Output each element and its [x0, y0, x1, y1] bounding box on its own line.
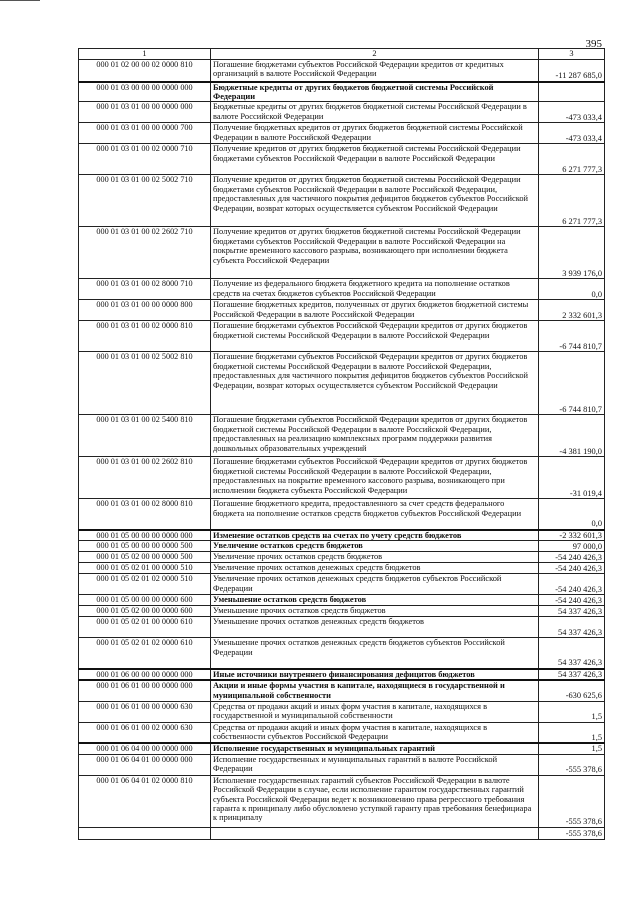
row-amount-cell: -31 019,4 [539, 457, 605, 499]
row-amount-cell: 0,0 [539, 279, 605, 300]
row-name-cell: Средства от продажи акций и иных форм участия в капитале, находящихся в собственности субъектов Российской Федерации [211, 722, 539, 743]
row-code-cell: 000 01 05 00 00 00 0000 000 [79, 530, 211, 541]
table-row [79, 563, 605, 574]
row-amount-cell: 97 000,0 [539, 541, 605, 552]
table-row [79, 680, 605, 701]
row-code-cell: 000 01 06 01 00 00 0000 630 [79, 701, 211, 722]
row-amount-cell: -555 378,6 [539, 775, 605, 827]
row-amount-cell: -473 033,4 [539, 123, 605, 144]
row-name-cell: Получение кредитов от других бюджетов бюджетной системы Российской Федерации бюджетами субъектов Российской Федерации в валюте Российской Федерации, предоставленных для частичного покрытия дефицитов бюджетов субъектов Российской Федерации, возврат которых осуществляется субъектом Российской Федерации [211, 175, 539, 227]
table-row [79, 722, 605, 743]
row-code-cell: 000 01 05 02 00 00 0000 500 [79, 552, 211, 563]
scan-corner-line [0, 0, 40, 1]
table-row [79, 606, 605, 617]
row-code-cell: 000 01 06 04 01 00 0000 000 [79, 754, 211, 775]
row-name-cell: Бюджетные кредиты от других бюджетов бюджетной системы Российской Федерации в валюте Российской Федерации [211, 102, 539, 123]
row-name-cell: Изменение остатков средств на счетах по учету средств бюджетов [211, 530, 539, 541]
row-code-cell: 000 01 05 02 01 02 0000 510 [79, 574, 211, 595]
row-name-cell: Погашение бюджетного кредита, предоставленного за счет средств федерального бюджета на пополнение остатков средств бюджетов субъектов Российской Федерации [211, 499, 539, 530]
row-code-cell: 000 01 05 02 01 00 0000 610 [79, 617, 211, 638]
row-amount-cell: 1,5 [539, 701, 605, 722]
row-code-cell: 000 01 05 00 00 00 0000 600 [79, 595, 211, 606]
table-row [79, 701, 605, 722]
row-amount-cell: 54 337 426,3 [539, 669, 605, 680]
table-row [79, 300, 605, 321]
row-code-cell: 000 01 06 04 00 00 0000 000 [79, 743, 211, 754]
table-row [79, 321, 605, 352]
row-amount-cell: -4 381 190,0 [539, 415, 605, 457]
table-row [79, 617, 605, 638]
row-name-cell: Исполнение государственных гарантий субъектов Российской Федерации в валюте Российской Федерации в случае, если исполнение гарантом государственных гарантий субъекта Российской Федерации ведет к возникновению права регрессного требования гаранта к принципалу либо обусловлено уступкой гаранту прав требования бенефициара к принципалу [211, 775, 539, 827]
row-amount-cell: 1,5 [539, 743, 605, 754]
row-amount-cell: -54 240 426,3 [539, 552, 605, 563]
row-amount-cell: -54 240 426,3 [539, 574, 605, 595]
row-amount-cell: -630 625,6 [539, 680, 605, 701]
row-code-cell: 000 01 03 01 00 02 5002 710 [79, 175, 211, 227]
row-amount-cell: -6 744 810,7 [539, 321, 605, 352]
table-row [79, 595, 605, 606]
row-code-cell: 000 01 03 01 00 02 2602 810 [79, 457, 211, 499]
table-row [79, 227, 605, 279]
row-code-cell: 000 01 03 01 00 02 0000 810 [79, 321, 211, 352]
table-row [79, 530, 605, 541]
row-name-cell: Погашение бюджетами субъектов Российской Федерации кредитов от других бюджетов бюджетной системы Российской Федерации в валюте Российской Федерации, предоставленных на покрытие временного кассового разрыва, возникающего при исполнении бюджета субъекта Российской Федерации [211, 457, 539, 499]
row-code-cell: 000 01 03 01 00 02 5400 810 [79, 415, 211, 457]
row-code-cell: 000 01 03 01 00 02 5002 810 [79, 352, 211, 415]
row-name-cell: Увеличение прочих остатков денежных средств бюджетов [211, 563, 539, 574]
row-amount-cell: -54 240 426,3 [539, 563, 605, 574]
row-amount-cell: 0,0 [539, 499, 605, 530]
row-name-cell: Погашение бюджетных кредитов, полученных от других бюджетов бюджетной системы Российской Федерации в валюте Российской Федерации [211, 300, 539, 321]
row-name-cell: Увеличение прочих остатков денежных средств бюджетов субъектов Российской Федерации [211, 574, 539, 595]
row-name-cell: Получение кредитов от других бюджетов бюджетной системы Российской Федерации бюджетами субъектов Российской Федерации в валюте Российской Федерации на покрытие временного кассового разрыва, возникающего при исполнении бюджета субъекта Российской Федерации [211, 227, 539, 279]
row-code-cell: 000 01 03 01 00 00 0000 800 [79, 300, 211, 321]
row-amount-cell: 54 337 426,3 [539, 638, 605, 669]
row-amount-cell: 54 337 426,3 [539, 606, 605, 617]
table-row [79, 352, 605, 415]
table-row [79, 552, 605, 563]
row-name-cell: Уменьшение прочих остатков денежных средств бюджетов [211, 617, 539, 638]
budget-sources-table [78, 48, 605, 840]
row-code-cell: 000 01 06 04 01 02 0000 810 [79, 775, 211, 827]
row-name-cell: Уменьшение прочих остатков денежных средств бюджетов субъектов Российской Федерации [211, 638, 539, 669]
row-amount-cell: -473 033,4 [539, 102, 605, 123]
table-row [79, 60, 605, 82]
row-code-cell: 000 01 06 01 00 00 0000 000 [79, 680, 211, 701]
row-amount-cell [539, 82, 605, 102]
row-code-cell: 000 01 06 00 00 00 0000 000 [79, 669, 211, 680]
row-name-cell: Уменьшение прочих остатков средств бюджетов [211, 606, 539, 617]
row-amount-cell: -555 378,6 [539, 827, 605, 839]
row-amount-cell: 1,5 [539, 722, 605, 743]
row-amount-cell: -6 744 810,7 [539, 352, 605, 415]
row-code-cell: 000 01 03 01 00 00 0000 700 [79, 123, 211, 144]
column-header-name: 2 [211, 49, 539, 60]
row-name-cell: Исполнение государственных и муниципальных гарантий в валюте Российской Федерации [211, 754, 539, 775]
page-number: 395 [585, 38, 602, 50]
row-name-cell: Погашение бюджетами субъектов Российской Федерации кредитов от других бюджетов бюджетной системы Российской Федерации в валюте Российской Федерации [211, 321, 539, 352]
row-code-cell: 000 01 05 02 01 02 0000 610 [79, 638, 211, 669]
table-row [79, 123, 605, 144]
row-code-cell: 000 01 03 01 00 02 8000 810 [79, 499, 211, 530]
table-row [79, 175, 605, 227]
header-row [79, 49, 605, 60]
row-code-cell: 000 01 03 01 00 02 2602 710 [79, 227, 211, 279]
column-header-code: 1 [79, 49, 211, 60]
row-amount-cell: 3 939 176,0 [539, 227, 605, 279]
row-name-cell: Уменьшение остатков средств бюджетов [211, 595, 539, 606]
row-code-cell: 000 01 03 01 00 00 0000 000 [79, 102, 211, 123]
table-row [79, 541, 605, 552]
row-amount-cell: -2 332 601,3 [539, 530, 605, 541]
row-name-cell: Бюджетные кредиты от других бюджетов бюджетной системы Российской Федерации [211, 82, 539, 102]
table-row [79, 638, 605, 669]
row-code-cell: 000 01 02 00 00 02 0000 810 [79, 60, 211, 82]
row-code-cell: 000 01 03 00 00 00 0000 000 [79, 82, 211, 102]
row-name-cell: Средства от продажи акций и иных форм участия в капитале, находящихся в государственной и муниципальной собственности [211, 701, 539, 722]
row-amount-cell: -555 378,6 [539, 754, 605, 775]
table-row [79, 574, 605, 595]
row-amount-cell: -54 240 426,3 [539, 595, 605, 606]
row-amount-cell: 54 337 426,3 [539, 617, 605, 638]
table-row [79, 827, 605, 839]
table-row [79, 457, 605, 499]
row-name-cell: Получение из федерального бюджета бюджетного кредита на пополнение остатков средств на счетах бюджетов субъектов Российской Федерации [211, 279, 539, 300]
table-row [79, 499, 605, 530]
row-code-cell: 000 01 05 02 00 00 0000 600 [79, 606, 211, 617]
table-row [79, 775, 605, 827]
row-name-cell [211, 827, 539, 839]
table-row [79, 102, 605, 123]
table-row [79, 82, 605, 102]
row-amount-cell: 2 332 601,3 [539, 300, 605, 321]
row-name-cell: Увеличение остатков средств бюджетов [211, 541, 539, 552]
table-row [79, 754, 605, 775]
row-name-cell: Иные источники внутреннего финансирования дефицитов бюджетов [211, 669, 539, 680]
row-name-cell: Погашение бюджетами субъектов Российской Федерации кредитов от других бюджетов бюджетной системы Российской Федерации в валюте Российской Федерации, предоставленных на реализацию комплексных программ поддержки развития дошкольных образовательных учреждений [211, 415, 539, 457]
table-row [79, 144, 605, 175]
table-row [79, 279, 605, 300]
row-code-cell [79, 827, 211, 839]
row-amount-cell: 6 271 777,3 [539, 175, 605, 227]
row-name-cell: Погашение бюджетами субъектов Российской Федерации кредитов от кредитных организаций в валюте Российской Федерации [211, 60, 539, 82]
column-header-amount: 3 [539, 49, 605, 60]
row-name-cell: Погашение бюджетами субъектов Российской Федерации кредитов от других бюджетов бюджетной системы Российской Федерации в валюте Российской Федерации, предоставленных для частичного покрытия дефицитов бюджетов субъектов Российской Федерации, возврат которых осуществляется субъектом Российской Федерации [211, 352, 539, 415]
row-name-cell: Получение бюджетных кредитов от других бюджетов бюджетной системы Российской Федерации в валюте Российской Федерации [211, 123, 539, 144]
row-code-cell: 000 01 05 02 01 00 0000 510 [79, 563, 211, 574]
row-code-cell: 000 01 05 00 00 00 0000 500 [79, 541, 211, 552]
row-name-cell: Акции и иные формы участия в капитале, находящиеся в государственной и муниципальной собственности [211, 680, 539, 701]
row-amount-cell: 6 271 777,3 [539, 144, 605, 175]
row-code-cell: 000 01 03 01 00 02 0000 710 [79, 144, 211, 175]
row-name-cell: Получение кредитов от других бюджетов бюджетной системы Российской Федерации бюджетами субъектов Российской Федерации в валюте Российской Федерации [211, 144, 539, 175]
table-row [79, 669, 605, 680]
row-code-cell: 000 01 06 01 00 02 0000 630 [79, 722, 211, 743]
row-amount-cell: -11 287 685,0 [539, 60, 605, 82]
row-name-cell: Исполнение государственных и муниципальных гарантий [211, 743, 539, 754]
table-row [79, 415, 605, 457]
row-name-cell: Увеличение прочих остатков средств бюджетов [211, 552, 539, 563]
row-code-cell: 000 01 03 01 00 02 8000 710 [79, 279, 211, 300]
table-row [79, 743, 605, 754]
